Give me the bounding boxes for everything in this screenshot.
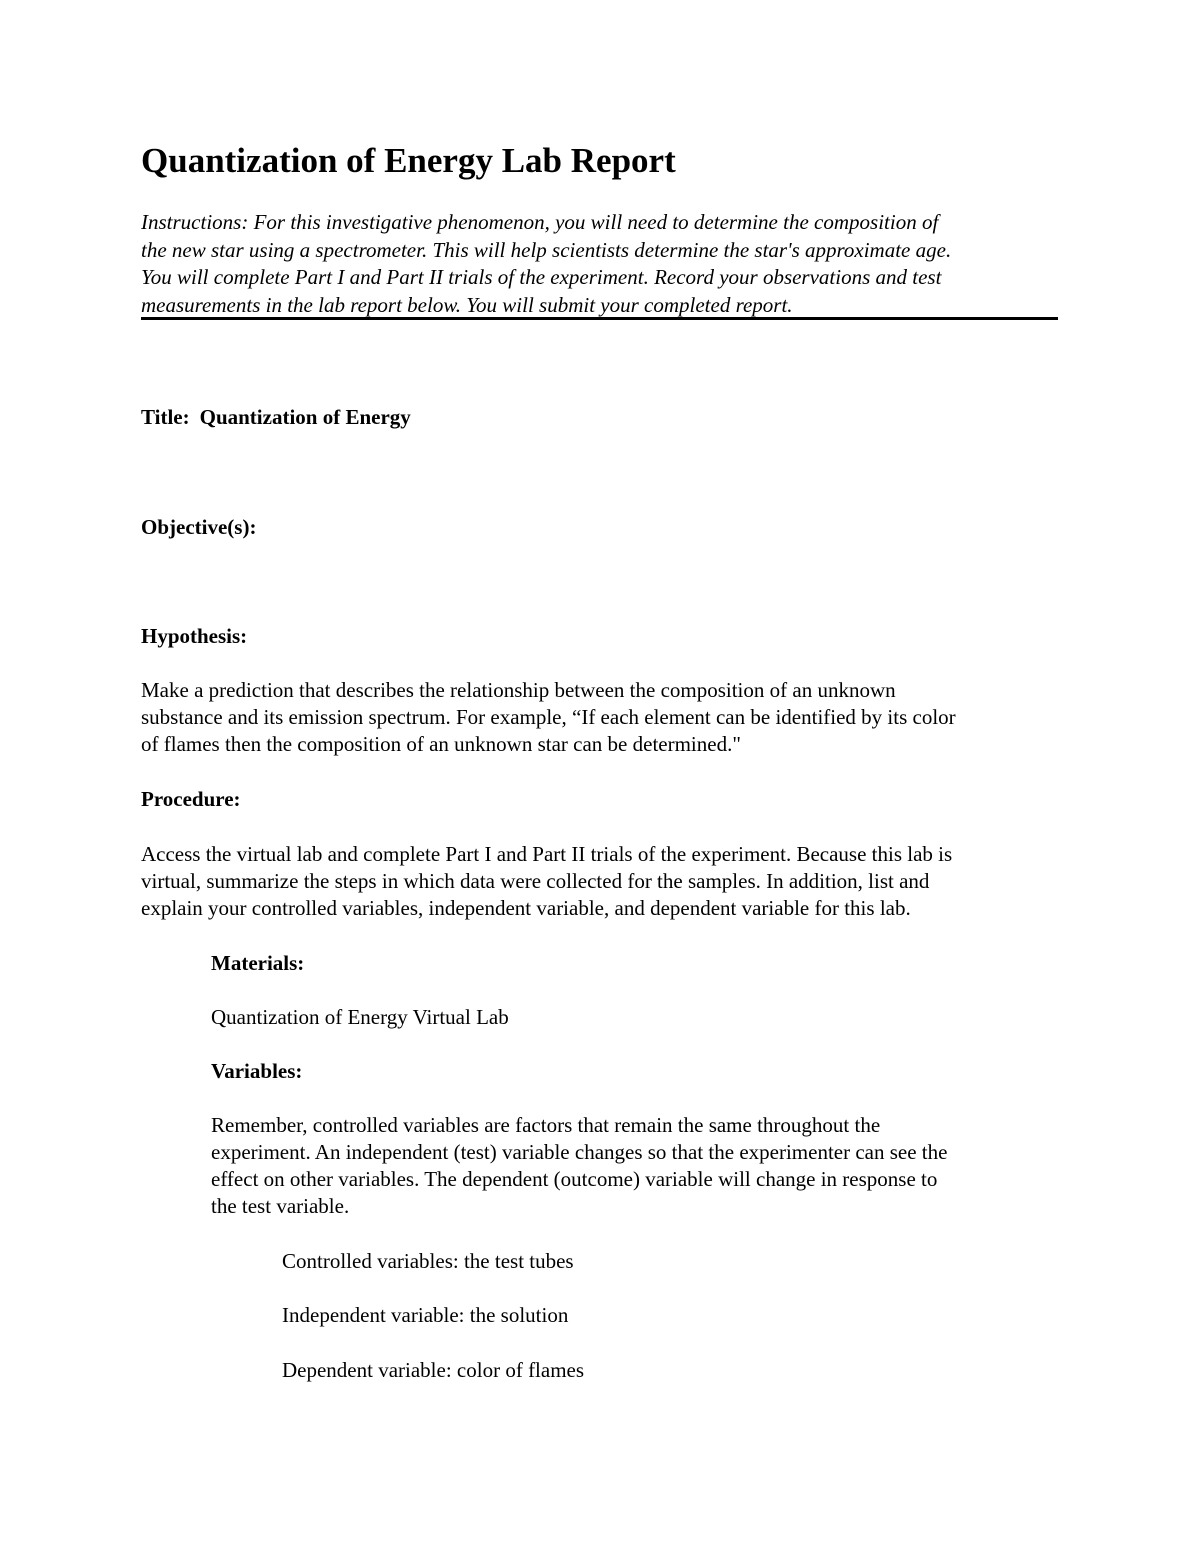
section-divider [141,317,1058,320]
procedure-line: virtual, summarize the steps in which data were collected for the samples. In addition, list and [141,869,930,893]
hypothesis-line: of flames then the composition of an unknown star can be determined." [141,732,741,756]
variables-label: Variables: [211,1059,303,1083]
variables-line: experiment. An independent (test) variable changes so that the experimenter can see the [211,1140,948,1164]
hypothesis-label: Hypothesis: [141,624,248,648]
materials-value: Quantization of Energy Virtual Lab [211,1005,509,1029]
title-value: Quantization of Energy [199,405,411,429]
hypothesis-line: substance and its emission spectrum. For example, “If each element can be identified by its color [141,705,956,729]
instructions-paragraph [141,209,1056,319]
independent-variable: Independent variable: the solution [282,1303,569,1327]
controlled-variables: Controlled variables: the test tubes [282,1249,574,1273]
instructions-line: Instructions: For this investigative phenomenon, you will need to determine the composition of [141,210,939,234]
title-label: Title: [141,405,190,429]
variables-line: the test variable. [211,1194,350,1218]
hypothesis-line: Make a prediction that describes the relationship between the composition of an unknown [141,678,896,702]
materials-label: Materials: [211,951,305,975]
dependent-variable: Dependent variable: color of flames [282,1358,585,1382]
procedure-text [141,841,952,922]
procedure-line: Access the virtual lab and complete Part I and Part II trials of the experiment. Because this lab is [141,842,953,866]
document-title: Quantization of Energy Lab Report [141,141,676,180]
variables-line: effect on other variables. The dependent (outcome) variable will change in response to [211,1167,938,1191]
variables-line: Remember, controlled variables are factors that remain the same throughout the [211,1113,881,1137]
instructions-line: You will complete Part I and Part II trials of the experiment. Record your observations and test [141,265,942,289]
procedure-label: Procedure: [141,787,241,811]
title-field [141,404,411,431]
objectives-label: Objective(s): [141,515,257,539]
instructions-line: the new star using a spectrometer. This will help scientists determine the star's approximate age. [141,237,952,262]
instructions-line: measurements in the lab report below. You will submit your completed report. [141,292,793,317]
variables-text [211,1112,947,1220]
procedure-line: explain your controlled variables, independent variable, and dependent variable for this lab. [141,896,911,920]
hypothesis-text [141,677,956,758]
